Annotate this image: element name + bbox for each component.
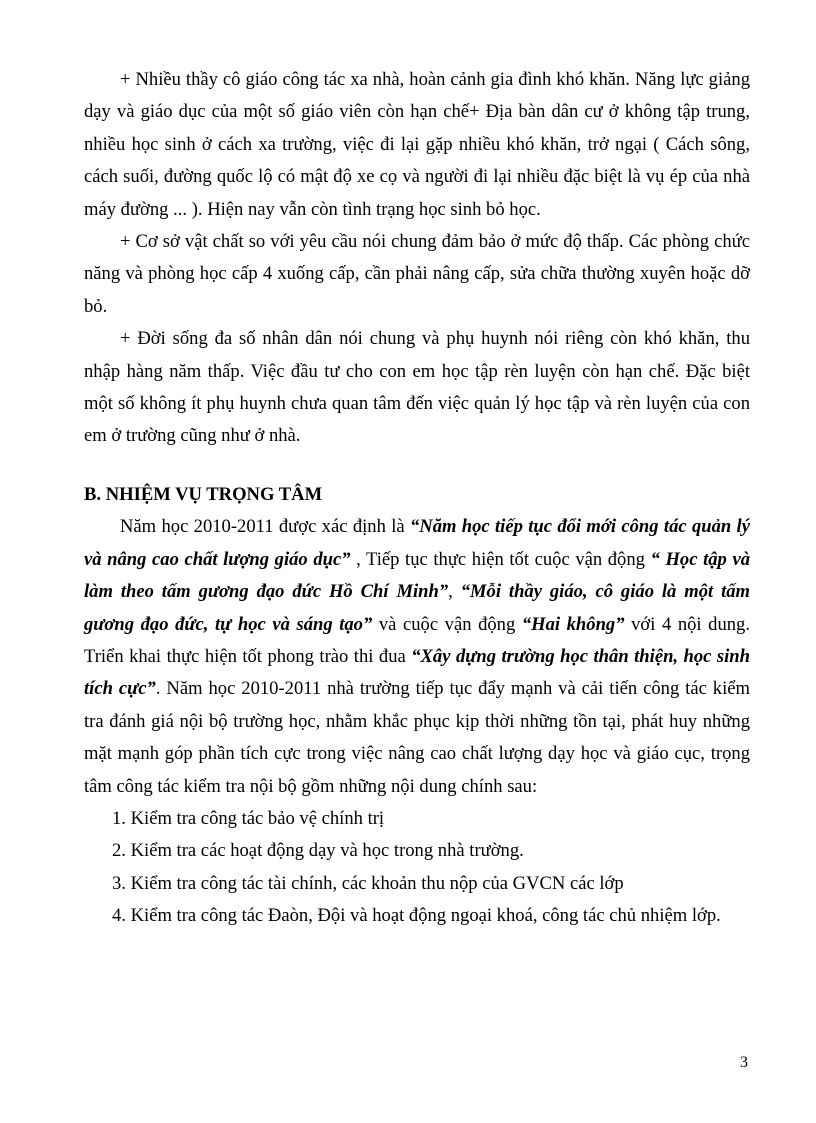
section-heading: B. NHIỆM VỤ TRỌNG TÂM <box>84 483 323 505</box>
intro-text-2: , Tiếp tục thực hiện tốt cuộc vận động <box>350 548 651 570</box>
list-item: 1. Kiểm tra công tác bảo vệ chính trị <box>112 807 385 829</box>
intro-emphasis-3: “Mỗi thầy giáo, cô giáo là một tấm gương đạo đức, tự học và sáng tạo” <box>84 581 751 635</box>
intro-text-6: . Năm học 2010-2011 nhà trường tiếp tục đẩy mạnh và cải tiến công tác kiểm tra đánh giá nội bộ trường học, nhằm khắc phục kịp thời những tồn tại, phát huy những mặt mạnh góp phần tích cực trong việc nâng cao chất lượng dạy học và giáo cục, trọng tâm công tác kiểm tra nội bộ gồm những nội dung chính sau: <box>84 678 750 797</box>
document-page <box>84 64 750 933</box>
list-item: 4. Kiểm tra công tác Đaòn, Đội và hoạt động ngoại khoá, công tác chủ nhiệm lớp. <box>112 905 721 927</box>
intro-emphasis-2: “ Học tập và làm theo tấm gương đạo đức Hồ Chí Minh” <box>84 548 750 603</box>
intro-text-3: , <box>448 581 461 603</box>
paragraph-staff-difficulties: + Nhiều thầy cô giáo công tác xa nhà, hoàn cảnh gia đình khó khăn. Năng lực giảng dạy và giáo dục của một số giáo viên còn hạn chế+ Địa bàn dân cư ở không tập trung, nhiều học sinh ở cách xa trường, việc đi lại gặp nhiều khó khăn, trở ngại ( Cách sông, cách suối, đường quốc lộ có mật độ xe cọ và người đi lại nhiều đặc biệt là vụ ép của nhà máy đường ... ). Hiện nay vẫn còn tình trạng học sinh bỏ học. <box>84 69 750 220</box>
paragraph-intro <box>84 511 750 803</box>
paragraph-living-conditions: + Đời sống đa số nhân dân nói chung và phụ huynh nói riêng còn khó khăn, thu nhập hàng năm thấp. Việc đầu tư cho con em học tập rèn luyện còn hạn chế. Đặc biệt một số không ít phụ huynh chưa quan tâm đến việc quản lý học tập và rèn luyện của con em ở trường cũng như ở nhà. <box>84 328 750 447</box>
intro-text-4: và cuộc vận động <box>372 613 522 635</box>
intro-emphasis-4: “Hai không” <box>521 613 625 635</box>
list-item: 3. Kiểm tra công tác tài chính, các khoản thu nộp của GVCN các lớp <box>112 872 624 894</box>
task-list <box>84 803 750 933</box>
intro-emphasis-1: “Năm học tiếp tục đổi mới công tác quản lý và nâng cao chất lượng giáo dục” <box>84 516 750 570</box>
list-item: 2. Kiểm tra các hoạt động dạy và học trong nhà trường. <box>112 840 524 862</box>
page-number: 3 <box>740 1054 748 1071</box>
paragraph-facilities: + Cơ sở vật chất so với yêu cầu nói chung đảm bảo ở mức độ thấp. Các phòng chức năng và phòng học cấp 4 xuống cấp, cần phải nâng cấp, sửa chữa thường xuyên hoặc dỡ bỏ. <box>84 231 750 317</box>
intro-text-1: Năm học 2010-2011 được xác định là <box>120 516 410 538</box>
intro-text-5: với 4 nội dung. Triển khai thực hiện tốt phong trào thi đua <box>84 613 750 667</box>
intro-emphasis-5: “Xây dựng trường học thân thiện, học sinh tích cực” <box>84 645 750 700</box>
